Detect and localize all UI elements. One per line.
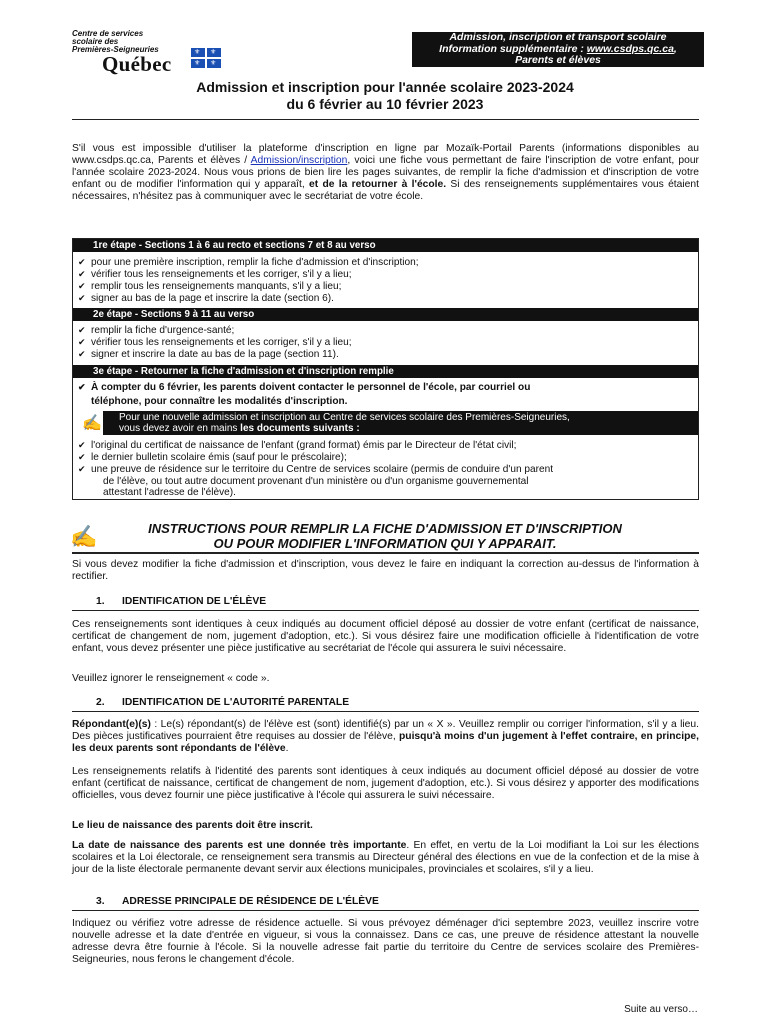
section1-heading: 1. IDENTIFICATION DE L'ÉLÈVE [72, 596, 699, 611]
section3-heading: 3. ADRESSE PRINCIPALE DE RÉSIDENCE DE L'ÉLÈVE [72, 896, 699, 911]
check-icon: ✔ [78, 382, 86, 392]
document-item: ✔ l'original du certificat de naissance de l'enfant (grand format) émis par le Directeur de l'état civil; [78, 440, 517, 451]
header-info-line1: Admission, inscription et transport scolaire [449, 31, 667, 43]
check-icon: ✔ [78, 464, 86, 474]
writing-hand-icon: ✍ [70, 524, 98, 549]
notepad-icon: ✍ [82, 415, 102, 432]
org-name-line: Premières-Seigneuries [72, 45, 159, 54]
check-icon: ✔ [78, 281, 86, 291]
step2-item: ✔ signer et inscrire la date au bas de la page (section 11). [78, 349, 339, 360]
instructions-heading-line1: INSTRUCTIONS POUR REMPLIR LA FICHE D'ADMISSION ET D'INSCRIPTION [148, 521, 622, 536]
section1-paragraph: Ces renseignements sont identiques à ceux indiqués au document officiel déposé au dossier de votre enfant (certificat de naissance, certificat de changement de nom, jugement d'adoption, etc.). Si vous désirez faire une modification officielle à l'identification de votre enfant, vous devez présenter une pièce justificative au secrétariat de l'école qui assurera le suivi nécessaire. [72, 619, 699, 654]
section2-paragraph1: Répondant(e)(s) : Le(s) répondant(s) de l'élève est (sont) identifié(s) par un « X ». Veuillez remplir ou corriger l'information, s'il y a lieu. Des pièces justificatives pourraient être requises au dossier de l'élève, puisqu'à moins d'un jugement à l'effet contraire, en principe, les deux parents sont répondants de l'élève. [72, 719, 699, 754]
modify-paragraph: Si vous devez modifier la fiche d'admission et d'inscription, vous devez le faire en indiquant la correction au-dessus de l'information à rectifier. [72, 559, 699, 582]
check-icon: ✔ [78, 349, 86, 359]
section2-paragraph2: Les renseignements relatifs à l'identité des parents sont identiques à ceux indiqués au document officiel déposé au dossier de votre enfant (certificat de naissance, certificat de changement de nom, jugement d'adoption, etc.). Si vous désirez y apporter des modifications officielles, vous devez fournir une pièce justificative à l'école qui assurera le suivi nécessaire. [72, 766, 699, 801]
step1-item: ✔ signer au bas de la page et inscrire la date (section 6). [78, 293, 334, 304]
step1-item: ✔ remplir tous les renseignements manquants, s'il y a lieu; [78, 281, 342, 292]
website-link[interactable]: www.csdps.qc.ca [586, 42, 674, 55]
organization-logo [72, 30, 222, 80]
document-item-cont: attestant l'adresse de l'élève). [103, 487, 236, 498]
check-icon: ✔ [78, 337, 86, 347]
documents-note: Pour une nouvelle admission et inscription au Centre de services scolaire des Premières-Seigneuries, vous devez avoir en mains les documents suivants : [103, 411, 698, 435]
check-icon: ✔ [78, 452, 86, 462]
step1-item: ✔ pour une première inscription, remplir la fiche d'admission et d'inscription; [78, 257, 419, 268]
step3-header: 3e étape - Retourner la fiche d'admission et d'inscription remplie [73, 365, 698, 378]
step1-header: 1re étape - Sections 1 à 6 au recto et sections 7 et 8 au verso [73, 239, 698, 252]
quebec-wordmark: Québec [102, 52, 172, 76]
step3-item: ✔ À compter du 6 février, les parents doivent contacter le personnel de l'école, par courriel ou [78, 382, 531, 393]
document-item-cont: de l'élève, ou tout autre document provenant d'un ministère ou d'un organisme gouvernemental [103, 476, 529, 487]
intro-paragraph: S'il vous est impossible d'utiliser la plateforme d'inscription en ligne par Mozaïk-Portail Parents (informations disponibles au www.csdps.qc.ca, Parents et élèves / Admission/inscription, voici une fiche vous permettant de faire l'inscription de votre enfant, pour l'année scolaire 2023-2024. Nous vous prions de bien lire les pages suivantes, de remplir la fiche d'admission et d'inscription de votre enfant ou de modifier l'information qui y apparaît, et de la retourner à l'école. Si des renseignements supplémentaires vous étaient nécessaires, n'hésitez pas à communiquer avec le secrétariat de votre école. [72, 143, 699, 202]
header-info-line2: Information supplémentaire : www.csdps.qc.ca, [439, 42, 677, 55]
step1-item: ✔ vérifier tous les renseignements et les corriger, s'il y a lieu; [78, 269, 352, 280]
document-item: ✔ une preuve de résidence sur le territoire du Centre de services scolaire (permis de conduire d'un parent [78, 464, 553, 475]
org-name-line: Centre de services [72, 29, 144, 38]
header-info-box [412, 32, 704, 67]
step2-item: ✔ vérifier tous les renseignements et les corriger, s'il y a lieu; [78, 337, 352, 348]
step2-header: 2e étape - Sections 9 à 11 au verso [73, 308, 698, 321]
instructions-heading-line2: OU POUR MODIFIER L'INFORMATION QUI Y APPARAIT. [213, 536, 557, 551]
quebec-flag-icon: ⚜ ⚜ ⚜ ⚜ [191, 48, 221, 68]
check-icon: ✔ [78, 325, 86, 335]
section2-paragraph4: La date de naissance des parents est une donnée très importante. En effet, en vertu de la Loi modifiant la Loi sur les élections scolaires et la Loi électorale, ce renseignement sera transmis au Directeur général des élections en vue de la confection et de la mise à jour de la liste électorale permanente devant servir aux élections municipales, provinciales et scolaires, s'il y a lieu. [72, 840, 699, 875]
section3-paragraph: Indiquez ou vérifiez votre adresse de résidence actuelle. Si vous prévoyez déménager d'ici septembre 2023, veuillez inscrire votre nouvelle adresse et la date d'entrée en vigueur, si vous la connaissez. Dans ce cas, une preuve de résidence attestant la nouvelle adresse devra être fournie à l'école. Si la nouvelle adresse fait partie du territoire du Centre de services scolaire des Premières-Seigneuries, nous ferons le changement d'école. [72, 918, 699, 965]
org-name-line: scolaire des [72, 37, 119, 46]
check-icon: ✔ [78, 440, 86, 450]
steps-box [72, 238, 699, 500]
header-info-line3: Parents et élèves [515, 54, 601, 66]
check-icon: ✔ [78, 269, 86, 279]
check-icon: ✔ [78, 257, 86, 267]
title-divider [72, 119, 699, 120]
instructions-divider [72, 552, 699, 554]
section2-heading: 2. IDENTIFICATION DE L'AUTORITÉ PARENTALE [72, 697, 699, 712]
step3-item-cont: téléphone, pour connaître les modalités d'inscription. [91, 396, 348, 407]
document-item: ✔ le dernier bulletin scolaire émis (sauf pour le préscolaire); [78, 452, 347, 463]
page-subtitle: du 6 février au 10 février 2023 [286, 96, 484, 112]
page-title: Admission et inscription pour l'année scolaire 2023-2024 [196, 79, 574, 95]
section1-note: Veuillez ignorer le renseignement « code ». [72, 673, 270, 684]
section2-paragraph3: Le lieu de naissance des parents doit être inscrit. [72, 820, 313, 831]
check-icon: ✔ [78, 293, 86, 303]
step2-item: ✔ remplir la fiche d'urgence-santé; [78, 325, 235, 336]
continued-note: Suite au verso… [624, 1004, 698, 1015]
admission-link[interactable]: Admission/inscription [250, 155, 348, 166]
